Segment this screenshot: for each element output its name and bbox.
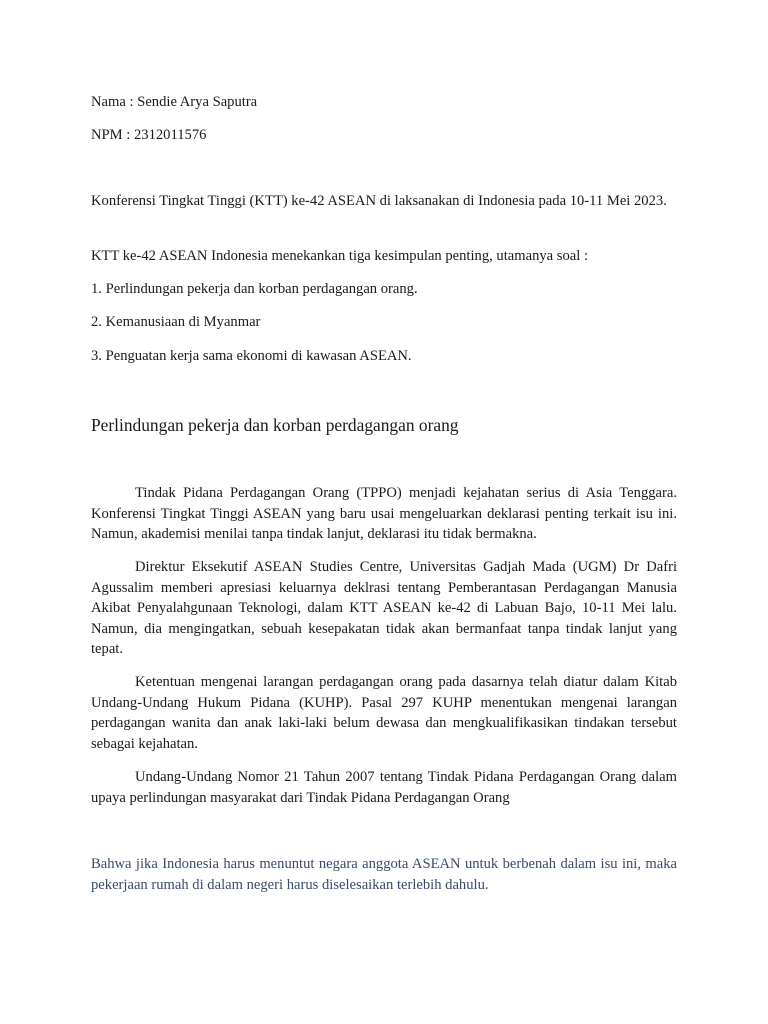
body-paragraph: Undang-Undang Nomor 21 Tahun 2007 tentang Tindak Pidana Perdagangan Orang dalam upaya perlindungan masyarakat dari Tindak Pidana Perdagangan Orang <box>91 769 677 806</box>
body-paragraph: Ketentuan mengenai larangan perdagangan orang pada dasarnya telah diatur dalam Kitab Undang-Undang Hukum Pidana (KUHP). Pasal 297 KUHP menentukan mengenai larangan perdagangan wanita dan anak laki-laki belum dewasa dan mengkualifikasikan tindakan tersebut sebagai kejahatan. <box>91 674 677 752</box>
list-item: 3. Penguatan kerja sama ekonomi di kawasan ASEAN. <box>91 348 412 364</box>
student-npm: NPM : 2312011576 <box>91 127 207 143</box>
intro-summary: KTT ke-42 ASEAN Indonesia menekankan tiga kesimpulan penting, utamanya soal : <box>91 248 589 264</box>
intro-paragraph: Konferensi Tingkat Tinggi (KTT) ke-42 ASEAN di laksanakan di Indonesia pada 10-11 Mei 2023. <box>91 193 667 209</box>
body-paragraph: Direktur Eksekutif ASEAN Studies Centre, Universitas Gadjah Mada (UGM) Dr Dafri Agussalim memberi apresiasi keluarnya deklrasi tentang Pemberantasan Perdagangan Manusia Akibat Penyalahgunaan Teknologi, dalam KTT ASEAN ke-42 di Labuan Bajo, 10-11 Mei lalu. Namun, dia mengingatkan, sebuah kesepakatan tidak akan bermanfaat tanpa tindak lanjut yang tepat. <box>91 559 677 657</box>
body-paragraph: Tindak Pidana Perdagangan Orang (TPPO) menjadi kejahatan serius di Asia Tenggara. Konferensi Tingkat Tinggi ASEAN yang baru usai mengeluarkan deklarasi penting terkait isu ini. Namun, akademisi menilai tanpa tindak lanjut, deklarasi itu tidak bermakna. <box>91 485 677 542</box>
closing-paragraph: Bahwa jika Indonesia harus menuntut negara anggota ASEAN untuk berbenah dalam isu ini, maka pekerjaan rumah di dalam negeri harus diselesaikan terlebih dahulu. <box>91 856 677 893</box>
list-item: 1. Perlindungan pekerja dan korban perdagangan orang. <box>91 281 418 297</box>
student-name: Nama : Sendie Arya Saputra <box>91 94 258 110</box>
section-heading: Perlindungan pekerja dan korban perdagangan orang <box>91 415 459 435</box>
list-item: 2. Kemanusiaan di Myanmar <box>91 314 261 330</box>
